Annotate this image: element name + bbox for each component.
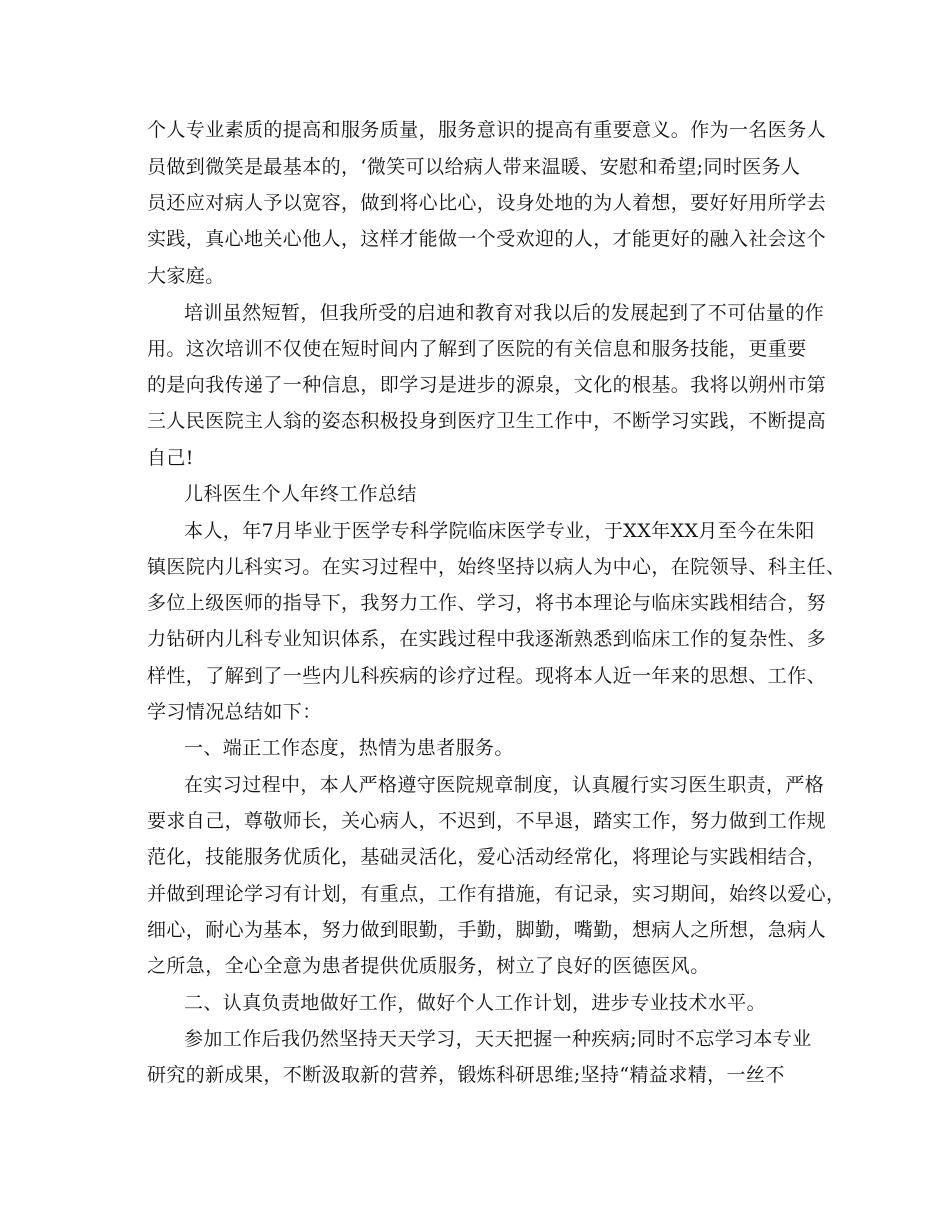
- text-line: 之所急，全心全意为患者提供优质服务，树立了良好的医德医风。: [147, 955, 710, 977]
- text-line: 范化，技能服务优质化，基础灵活化，爱心活动经常化，将理论与实践相结合，: [147, 846, 827, 868]
- text-line: 镇医院内儿科实习。在实习过程中，始终坚持以病人为中心，在院领导、科主任、: [147, 556, 846, 578]
- text-line: 参加工作后我仍然坚持天天学习，天天把握一种疾病;同时不忘学习本专业: [184, 1028, 812, 1050]
- section-title: 儿科医生个人年终工作总结: [184, 483, 417, 505]
- text-line: 细心，耐心为基本，努力做到眼勤，手勤，脚勤，嘴勤，想病人之所想，急病人: [147, 919, 827, 941]
- text-line: 并做到理论学习有计划，有重点，工作有措施，有记录，实习期间，始终以爱心，: [147, 883, 846, 905]
- text-line: 学习情况总结如下：: [147, 701, 322, 723]
- text-line: 样性，了解到了一些内儿科疾病的诊疗过程。现将本人近一年来的思想、工作、: [147, 665, 827, 687]
- text-line: 研究的新成果，不断汲取新的营养，锻炼科研思维;坚持“精益求精，一丝不: [147, 1064, 785, 1086]
- text-line: 力钻研内儿科专业知识体系，在实践过程中我逐渐熟悉到临床工作的复杂性、多: [147, 628, 827, 650]
- text-line: 三人民医院主人翁的姿态积极投身到医疗卫生工作中，不断学习实践，不断提高: [147, 410, 827, 432]
- heading-1: 一、端正工作态度，热情为患者服务。: [184, 737, 514, 759]
- text-line: 实践，真心地关心他人，这样才能做一个受欢迎的人，才能更好的融入社会这个: [147, 228, 827, 250]
- text-line: 在实习过程中，本人严格遵守医院规章制度，认真履行实习医生职责，严格: [184, 774, 825, 796]
- text-line: 用。这次培训不仅使在短时间内了解到了医院的有关信息和服务技能，更重要: [147, 338, 807, 360]
- text-line: 要求自己，尊敬师长，关心病人，不迟到，不早退，踏实工作，努力做到工作规: [147, 810, 827, 832]
- text-line: 个人专业素质的提高和服务质量，服务意识的提高有重要意义。作为一名医务人: [147, 119, 827, 141]
- text-line: 本人，年7月毕业于医学专科学院临床医学专业，于XX年XX月至今在朱阳: [184, 520, 815, 542]
- text-line: 多位上级医师的指导下，我努力工作、学习，将书本理论与临床实践相结合，努: [147, 592, 827, 614]
- heading-2: 二、认真负责地做好工作，做好个人工作计划，进步专业技术水平。: [184, 992, 767, 1014]
- text-line: 员做到微笑是最基本的，‘微笑可以给病人带来温暖、安慰和希望;同时医务人: [147, 156, 801, 178]
- text-line: 大家庭。: [147, 265, 225, 287]
- text-line: 自己!: [147, 447, 194, 469]
- text-line: 员还应对病人予以宽容，做到将心比心，设身处地的为人着想，要好好用所学去: [147, 192, 827, 214]
- text-line: 培训虽然短暂，但我所受的启迪和教育对我以后的发展起到了不可估量的作: [184, 302, 825, 324]
- text-line: 的是向我传递了一种信息，即学习是进步的源泉，文化的根基。我将以朔州市第: [147, 374, 827, 396]
